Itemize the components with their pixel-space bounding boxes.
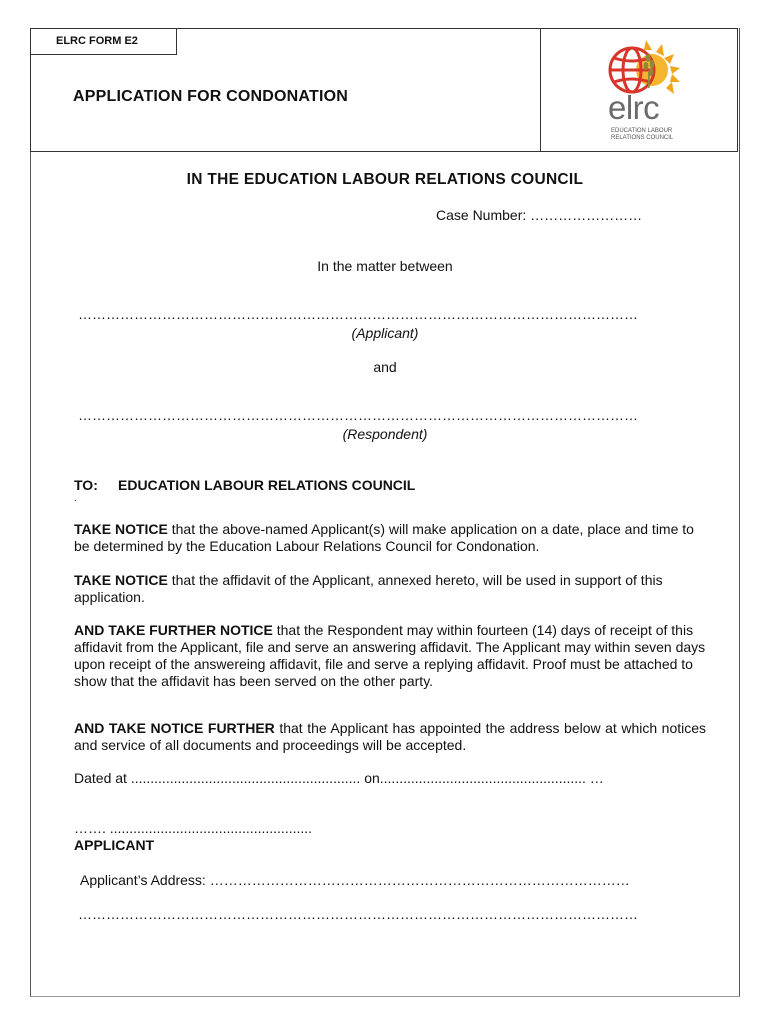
respondent-role-label: (Respondent) (342, 426, 428, 442)
case-number-field: Case Number: …………………… (436, 207, 643, 223)
notice-text: that the above-named Applicant(s) will make application on a date, place and time to be determined by the Education Labour Relations Council for Condonation. (74, 521, 694, 554)
applicant-role-label: (Applicant) (351, 325, 419, 341)
logo-subline-2: RELATIONS COUNCIL (611, 135, 674, 141)
notice-lead: TAKE NOTICE (74, 572, 168, 588)
applicant-address-line: Applicant’s Address: ……………………………………………………………………………… (80, 872, 630, 888)
applicant-name-line: ………………………………………………………………………………………………………… (78, 306, 638, 322)
applicant-address-continuation: ………………………………………………………………………………………………………… (78, 906, 638, 922)
to-label: TO: (74, 477, 98, 493)
form-tag: ELRC FORM E2 (30, 28, 177, 55)
notice-paragraph-2 (74, 572, 706, 606)
and-label: and (373, 359, 397, 375)
notice-paragraph-3 (74, 622, 706, 690)
notice-text: that the Respondent may within fourteen (14) days of receipt of this affidavit from the Applicant, file and serve an answering affidavit. The Applicant may within seven days upon receipt of the answereing affidavit, file and serve a replying affidavit. Proof must be attached to show that the affidavit has been served on the other party. (74, 622, 706, 689)
notice-text: that the Applicant has appointed the address below at which notices and service of all documents and proceedings will be accepted. (74, 720, 707, 753)
notice-lead: TAKE NOTICE (74, 521, 168, 537)
notice-lead: AND TAKE FURTHER NOTICE (74, 622, 273, 638)
to-recipient: EDUCATION LABOUR RELATIONS COUNCIL (118, 477, 416, 493)
dated-line: Dated at ........................................................... on..................................................... … (74, 770, 604, 786)
respondent-name-line: ………………………………………………………………………………………………………… (78, 407, 638, 423)
notice-paragraph-4 (74, 720, 706, 754)
notice-lead: AND TAKE NOTICE FURTHER (74, 720, 275, 736)
matter-label: In the matter between (317, 258, 453, 274)
notice-paragraph-1 (74, 521, 706, 555)
stray-dot: . (74, 493, 77, 504)
council-title: IN THE EDUCATION LABOUR RELATIONS COUNCIL (186, 171, 584, 188)
notice-text: that the affidavit of the Applicant, annexed hereto, will be used in support of this application. (74, 572, 663, 605)
application-title: APPLICATION FOR CONDONATION (73, 88, 349, 105)
logo-subline-1: EDUCATION LABOUR (611, 128, 673, 134)
signature-label: APPLICANT (74, 837, 155, 853)
logo-wordmark: elrc (608, 89, 660, 126)
header-divider (540, 28, 541, 152)
signature-line: ……. .................................................... (74, 820, 313, 836)
